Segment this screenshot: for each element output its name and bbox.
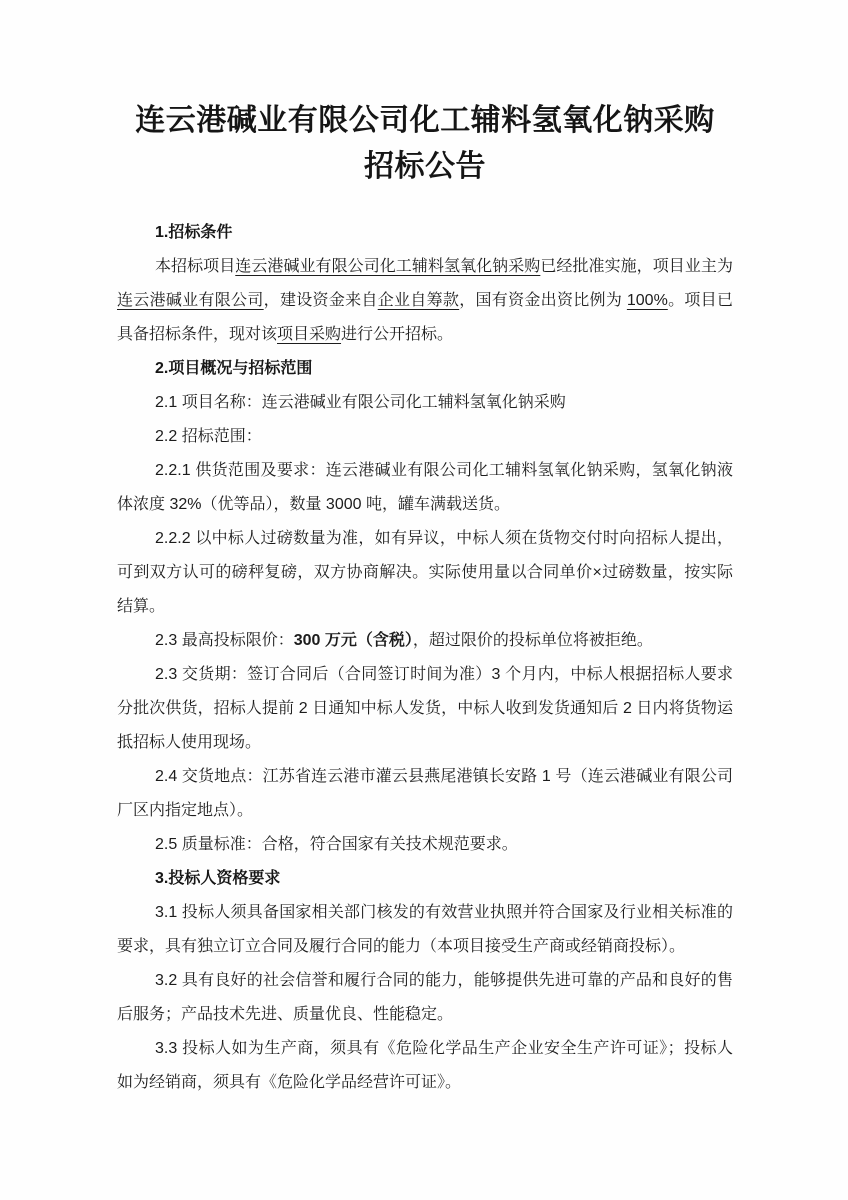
paragraph	[117, 386, 733, 420]
section-heading	[117, 216, 733, 250]
text-run: 2.5 质量标准：合格，符合国家有关技术规范要求。	[155, 836, 518, 853]
paragraph	[117, 896, 733, 964]
paragraph	[117, 454, 733, 522]
text-run: 3.1 投标人须具备国家相关部门核发的有效营业执照并符合国家及行业相关标准的要求，具有独立订立合同及履行合同的能力（本项目接受生产商或经销商投标）。	[117, 904, 733, 955]
text-run: 连云港碱业有限公司	[117, 292, 264, 309]
text-run: 2.2.2 以中标人过磅数量为准，如有异议，中标人须在货物交付时向招标人提出，可到双方认可的磅秤复磅，双方协商解决。实际使用量以合同单价×过磅数量，按实际结算。	[117, 530, 733, 615]
text-run: 1.招标条件	[155, 224, 233, 241]
paragraph	[117, 1032, 733, 1100]
text-run: 企业自筹款	[377, 292, 460, 309]
text-run: 3.3 投标人如为生产商，须具有《危险化学品生产企业安全生产许可证》；投标人如为经销商，须具有《危险化学品经营许可证》。	[117, 1040, 733, 1091]
text-run: 2.1 项目名称：连云港碱业有限公司化工辅料氢氧化钠采购	[155, 394, 566, 411]
text-run: 3.投标人资格要求	[155, 870, 281, 887]
paragraph	[117, 624, 733, 658]
paragraph	[117, 420, 733, 454]
document-body	[117, 216, 733, 1100]
text-run: ，超过限价的投标单位将被拒绝。	[412, 632, 653, 649]
section-heading	[117, 352, 733, 386]
text-run: 进行公开招标。	[341, 326, 454, 343]
text-run: 2.4 交货地点：江苏省连云港市灌云县燕尾港镇长安路 1 号（连云港碱业有限公司厂区内指定地点）。	[117, 768, 733, 819]
paragraph	[117, 760, 733, 828]
section-heading	[117, 862, 733, 896]
text-run: 本招标项目	[155, 258, 236, 275]
text-run: 连云港碱业有限公司化工辅料氢氧化钠采购	[235, 258, 541, 275]
text-run: 已经批准实施，项目业主为	[540, 258, 733, 275]
text-run: 300 万元（含税）	[293, 632, 413, 649]
text-run: 2.3 交货期：签订合同后（合同签订时间为准）3 个月内，中标人根据招标人要求分批次供货，招标人提前 2 日通知中标人发货，中标人收到发货通知后 2 日内将货物运抵招标人使用现场。	[117, 666, 733, 751]
text-run: ，国有资金出资比例为	[459, 292, 627, 309]
document-title-line-2: 招标公告	[364, 150, 486, 183]
text-run: 100%	[626, 292, 668, 309]
paragraph	[117, 250, 733, 352]
text-run: 3.2 具有良好的社会信誉和履行合同的能力，能够提供先进可靠的产品和良好的售后服务；产品技术先进、质量优良、性能稳定。	[117, 972, 733, 1023]
text-run: 项目采购	[277, 326, 342, 343]
paragraph	[117, 828, 733, 862]
text-run: 2.2.1 供货范围及要求：连云港碱业有限公司化工辅料氢氧化钠采购，氢氧化钠液体浓度 32%（优等品），数量 3000 吨，罐车满载送货。	[117, 462, 733, 513]
text-run: 2.3 最高投标限价：	[155, 632, 294, 649]
text-run: 2.2 招标范围：	[155, 428, 262, 445]
document-title	[117, 98, 733, 190]
text-run: 。项目已具备招标条件，现对该	[117, 292, 733, 343]
document-title-line-1: 连云港碱业有限公司化工辅料氢氧化钠采购	[135, 104, 715, 137]
paragraph	[117, 658, 733, 760]
text-run: 2.项目概况与招标范围	[155, 360, 313, 377]
text-run: ，建设资金来自	[263, 292, 378, 309]
paragraph	[117, 964, 733, 1032]
paragraph	[117, 522, 733, 624]
